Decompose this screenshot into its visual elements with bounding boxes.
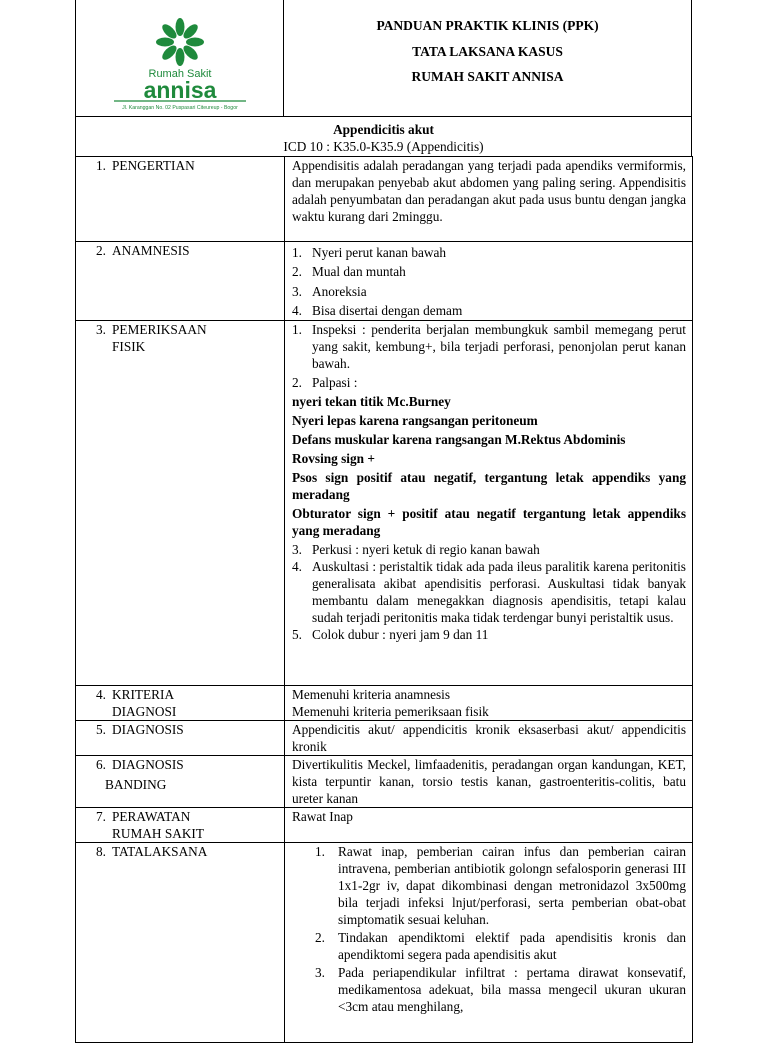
list-item: 3. Perkusi : nyeri ketuk di regio kanan bawah [292,542,540,558]
list-item: 2. Palpasi : [292,375,358,391]
list-item: 2. Tindakan apendiktomi elektif pada apendisitis kronis dan apendiktomi segera pada apendisitis akut [315,930,686,963]
label-pemeriksaan: PEMERIKSAAN FISIK [112,322,207,355]
list-item: 5. Colok dubur : nyeri jam 9 dan 11 [292,627,489,643]
row-banding: 6. DIAGNOSIS BANDING Divertikulitis Meckel, limfaadenitis, peradangan organ kandungan, KET, kista terpuntir kanan, torsio testis kanan, gastroenteritis-colitis, batu ureter kanan [76,756,693,808]
logo-brand: annisa [143,77,217,103]
hospital-logo [76,0,284,117]
kriteria-line: Memenuhi kriteria anamnesis [292,687,451,703]
value-banding: Divertikulitis Meckel, limfaadenitis, peradangan organ kandungan, KET, kista terpuntir kanan, torsio testis kanan, gastroenteritis-colitis, batu ureter kanan [285,756,693,808]
row-perawatan: 7. PERAWATAN RUMAH SAKIT Rawat Inap [76,808,693,843]
case-title-row [75,117,692,157]
list-item: 3. Pada periapendikular infiltrat : pertama dirawat konsevatif, medikamentosa adekuat, bila massa mengecil ukuran ukuran <3cm atau menghilang, [315,965,686,1015]
row-tatalaksana: 8. TATALAKSANA 1. Rawat inap, pemberian cairan infus dan pemberian cairan intravena, pemberian antibiotik golongn sefalosporin generasi III 1x1-2gr iv, dapat dikombinasi dengan metronidazol 3x500mg bila terjadi infeksi lnjut/perforasi, serta pemberian obat-obat simptomatik sesuai keluhan. 2. Tindakan apendiktomi elektif pada apendisitis kronis dan apendiktomi segera pada apendisitis akut 3. Pada periapendikular infiltrat : pertama dirawat konsevatif, medikamentosa adekuat, bila massa mengecil ukuran ukuran <3cm atau menghilang, [76,843,693,1043]
palpasi-finding: Obturator sign + positif atau negatif tergantung letak appendiks yang meradang [292,506,686,539]
document-header [75,0,692,117]
flower-logo-icon [76,0,283,117]
list-item: 4. Auskultasi : peristaltik tidak ada pada ileus paralitik karena peritonitis generalisata akibat apendisitis perforasi. Auskultasi tidak banyak membantu dalam menegakkan diagnosis apendisitis, tetapi kalau sudah terjadi peritonitis maka tidak terdengar bunyi peristaltik usus. [292,559,686,626]
palpasi-finding: Nyeri lepas karena rangsangan peritoneum [292,413,538,429]
header-line-1: PANDUAN PRAKTIK KLINIS (PPK) [376,18,599,33]
value-diagnosis: Appendicitis akut/ appendicitis kronik eksaserbasi akut/ appendicitis kronik [285,721,693,756]
row-anamnesis: 2. ANAMNESIS 1. Nyeri perut kanan bawah 2. Mual dan muntah 3. Anoreksia 4. Bisa disertai dengan demam [76,242,693,321]
tatalaksana-list [292,843,686,1015]
case-title: Appendicitis akut [333,122,434,137]
palpasi-finding: nyeri tekan titik Mc.Burney [292,394,451,410]
label-pengertian: PENGERTIAN [112,158,195,173]
header-title-block [284,0,691,117]
row-pemeriksaan: 3. PEMERIKSAAN FISIK 1. Inspeksi : penderita berjalan membungkuk sambil memegang perut yang sakit, kembung+, bila terjadi perforasi, penonjolan perut kanan bawah. 2. Palpasi : nyeri tekan titik Mc.Burney Nyeri lepas karena rangsangan peritoneum Defans muskular karena rangsangan M.Rektus Abdominis Rovsing sign + Psos sign positif atau negatif, tergantung letak appendiks yang meradang Obturator sign + positif atau negatif tergantung letak appendiks yang meradang 3. Perkusi : nyeri ketuk di regio kanan bawah 4. Auskultasi : peristaltik tidak ada pada ileus paralitik karena peritonitis generalisata akibat apendisitis perforasi. Auskultasi tidak banyak membantu dalam menegakkan diagnosis apendisitis, tetapi kalau sudah terjadi peritonitis maka tidak terdengar bunyi peristaltik usus. 5. Colok dubur : nyeri jam 9 dan 11 [76,321,693,686]
pemeriksaan-list [292,321,686,391]
value-perawatan: Rawat Inap [285,808,693,843]
row-pengertian: 1. PENGERTIAN Appendisitis adalah peradangan yang terjadi pada apendiks vermiformis, dan merupakan penyebab akut abdomen yang paling sering. Appendisitis adalah penyumbatan dan peradangan akut pada usus buntu dengan jangka waktu kurang dari 2minggu. [76,157,693,242]
list-item: 2. Mual dan muntah [292,264,406,280]
row-diagnosis: 5. DIAGNOSIS Appendicitis akut/ appendicitis kronik eksaserbasi akut/ appendicitis kronik [76,721,693,756]
list-item: 3. Anoreksia [292,283,367,299]
anamnesis-list [292,243,686,320]
label-tatalaksana: TATALAKSANA [112,844,208,860]
list-item: 1. Inspeksi : penderita berjalan membungkuk sambil memegang perut yang sakit, kembung+, bila terjadi perforasi, penonjolan perut kanan bawah. [292,322,686,372]
ppk-document [75,0,693,1024]
row-kriteria: 4. KRITERIA DIAGNOSI Memenuhi kriteria anamnesis Memenuhi kriteria pemeriksaan fisik [76,686,693,721]
ppk-table [75,156,693,1043]
list-item: 4. Bisa disertai dengan demam [292,302,463,318]
icd-code: ICD 10 : K35.0-K35.9 (Appendicitis) [283,139,484,154]
kriteria-line: Memenuhi kriteria pemeriksaan fisik [292,704,489,720]
list-item: 1. Nyeri perut kanan bawah [292,245,447,260]
label-perawatan: PERAWATAN RUMAH SAKIT [112,809,204,842]
label-anamnesis: ANAMNESIS [112,243,190,258]
value-pengertian: Appendisitis adalah peradangan yang terjadi pada apendiks vermiformis, dan merupakan penyebab akut abdomen yang paling sering. Appendisitis adalah penyumbatan dan peradangan akut pada usus buntu dengan jangka waktu kurang dari 2minggu. [285,157,693,242]
list-item: 1. Rawat inap, pemberian cairan infus dan pemberian cairan intravena, pemberian antibiotik golongn sefalosporin generasi III 1x1-2gr iv, dapat dikombinasi dengan metronidazol 3x500mg bila terjadi infeksi lnjut/perforasi, serta pemberian obat-obat simptomatik sesuai keluhan. [315,844,686,928]
palpasi-finding: Psos sign positif atau negatif, tergantung letak appendiks yang meradang [292,470,686,503]
label-diagnosis: DIAGNOSIS [112,722,184,738]
palpasi-finding: Rovsing sign + [292,451,375,467]
logo-address: Jl. Karanggan No. 02 Puspasari Citeureup - Bogor [122,105,238,111]
label-kriteria: KRITERIA DIAGNOSI [112,687,177,720]
label-banding: DIAGNOSIS [112,757,184,773]
header-line-2: TATA LAKSANA KASUS [412,44,563,59]
palpasi-finding: Defans muskular karena rangsangan M.Rektus Abdominis [292,432,626,448]
logo-name: Rumah Sakit [148,68,212,80]
header-line-3: RUMAH SAKIT ANNISA [411,69,564,84]
